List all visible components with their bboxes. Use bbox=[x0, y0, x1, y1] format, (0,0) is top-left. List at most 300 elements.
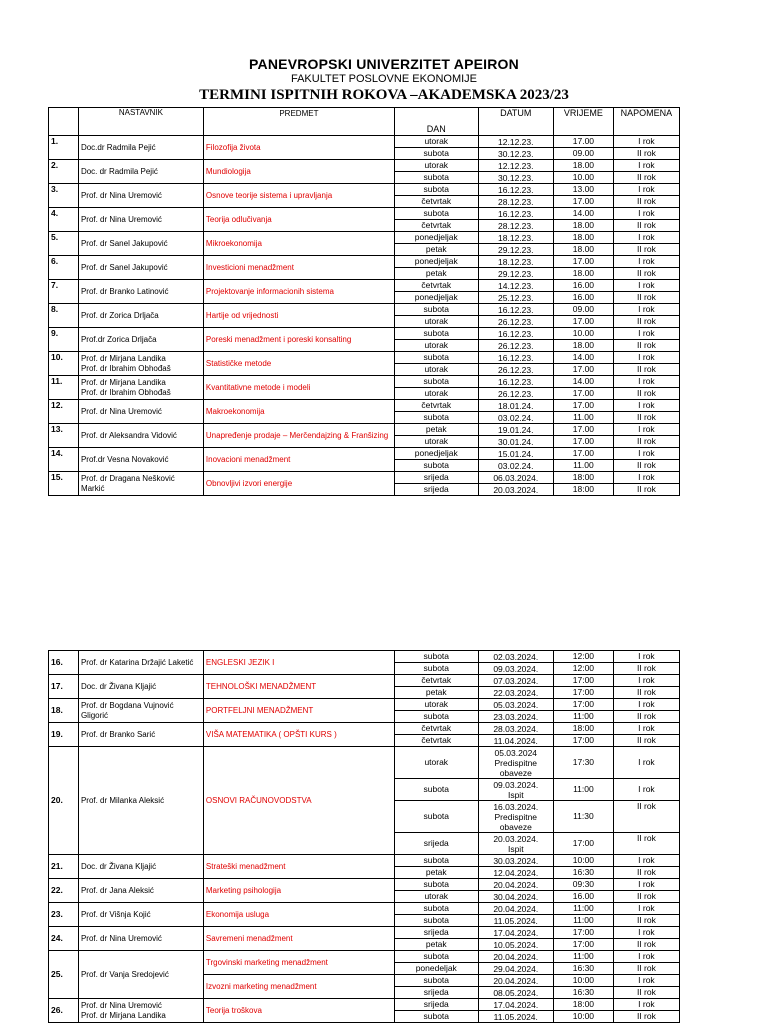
teacher-name: Prof. dr Bogdana Vujnović Gligorić bbox=[78, 699, 203, 723]
exam-note: I rok bbox=[613, 951, 679, 963]
exam-time: 14.00 bbox=[553, 352, 613, 364]
exam-date: 12.12.23. bbox=[478, 160, 553, 172]
exam-note: I rok bbox=[613, 352, 679, 364]
exam-date: 16.12.23. bbox=[478, 304, 553, 316]
teacher-name: Prof. dr Jana Aleksić bbox=[78, 879, 203, 903]
exam-time: 17.00 bbox=[553, 136, 613, 148]
exam-day: četvrtak bbox=[394, 400, 478, 412]
table-row bbox=[49, 855, 680, 867]
exam-note: II rok bbox=[613, 915, 679, 927]
subject-name: OSNOVI RAČUNOVODSTVA bbox=[203, 747, 394, 855]
exam-note: II rok bbox=[613, 340, 679, 352]
exam-time: 11:30 bbox=[553, 801, 613, 833]
exam-time: 11:00 bbox=[553, 779, 613, 801]
exam-note: I rok bbox=[613, 280, 679, 292]
exam-time: 17:00 bbox=[553, 687, 613, 699]
exam-note: II rok bbox=[613, 268, 679, 280]
row-number: 19. bbox=[49, 723, 79, 747]
row-number: 5. bbox=[49, 232, 79, 256]
exam-day: subota bbox=[394, 328, 478, 340]
exam-time: 11.00 bbox=[553, 460, 613, 472]
exam-note: I rok bbox=[613, 879, 679, 891]
exam-note: I rok bbox=[613, 256, 679, 268]
teacher-name: Prof. dr Nina Uremović bbox=[78, 184, 203, 208]
exam-date: 12.04.2024. bbox=[478, 867, 553, 879]
exam-time: 10.00 bbox=[553, 328, 613, 340]
teacher-name: Prof.dr Zorica Drljača bbox=[78, 328, 203, 352]
exam-note: I rok bbox=[613, 160, 679, 172]
exam-time: 14.00 bbox=[553, 376, 613, 388]
exam-time: 17:00 bbox=[553, 833, 613, 855]
exam-time: 18:00 bbox=[553, 484, 613, 496]
teacher-name: Prof. dr Nina Uremović bbox=[78, 927, 203, 951]
exam-time: 17.00 bbox=[553, 388, 613, 400]
header-nastavnik: NASTAVNIK bbox=[78, 108, 203, 136]
exam-date: 16.12.23. bbox=[478, 376, 553, 388]
exam-date: 05.03.2024 Predispitne obaveze bbox=[478, 747, 553, 779]
exam-note: II rok bbox=[613, 833, 679, 855]
teacher-name: Prof. dr Mirjana Landika Prof. dr Ibrahim Obhođaš bbox=[78, 352, 203, 376]
exam-note: II rok bbox=[613, 316, 679, 328]
exam-date: 25.12.23. bbox=[478, 292, 553, 304]
exam-note: II rok bbox=[613, 196, 679, 208]
exam-time: 10:00 bbox=[553, 975, 613, 987]
university-name: PANEVROPSKI UNIVERZITET APEIRON bbox=[249, 56, 519, 72]
exam-day: subota bbox=[394, 460, 478, 472]
table-row bbox=[49, 675, 680, 687]
exam-note: II rok bbox=[613, 801, 679, 833]
exam-day: subota bbox=[394, 801, 478, 833]
row-number: 15. bbox=[49, 472, 79, 496]
exam-time: 18.00 bbox=[553, 340, 613, 352]
teacher-name: Prof. dr Branko Sarić bbox=[78, 723, 203, 747]
exam-day: ponedeljak bbox=[394, 963, 478, 975]
exam-time: 16.00 bbox=[553, 891, 613, 903]
exam-date: 17.04.2024. bbox=[478, 999, 553, 1011]
exam-date: 18.01.24. bbox=[478, 400, 553, 412]
exam-date: 28.12.23. bbox=[478, 196, 553, 208]
exam-date: 16.12.23. bbox=[478, 352, 553, 364]
subject-name: PORTFELJNI MENADŽMENT bbox=[203, 699, 394, 723]
exam-day: subota bbox=[394, 903, 478, 915]
exam-date: 17.04.2024. bbox=[478, 927, 553, 939]
subject-name: Trgovinski marketing menadžment bbox=[203, 951, 394, 975]
exam-time: 18.00 bbox=[553, 220, 613, 232]
exam-day: subota bbox=[394, 915, 478, 927]
exam-date: 26.12.23. bbox=[478, 388, 553, 400]
exam-time: 10:00 bbox=[553, 1011, 613, 1023]
exam-date: 07.03.2024. bbox=[478, 675, 553, 687]
exam-time: 17:00 bbox=[553, 699, 613, 711]
teacher-name: Prof.dr Vesna Novaković bbox=[78, 448, 203, 472]
subject-name: Projektovanje informacionih sistema bbox=[203, 280, 394, 304]
row-number: 21. bbox=[49, 855, 79, 879]
exam-day: subota bbox=[394, 304, 478, 316]
exam-date: 26.12.23. bbox=[478, 316, 553, 328]
row-number: 11. bbox=[49, 376, 79, 400]
exam-note: II rok bbox=[613, 460, 679, 472]
row-number: 18. bbox=[49, 699, 79, 723]
exam-date: 02.03.2024. bbox=[478, 651, 553, 663]
exam-time: 17.00 bbox=[553, 400, 613, 412]
exam-date: 16.12.23. bbox=[478, 328, 553, 340]
exam-time: 18.00 bbox=[553, 268, 613, 280]
row-number: 16. bbox=[49, 651, 79, 675]
subject-name: Ekonomija usluga bbox=[203, 903, 394, 927]
subject-name: Hartije od vrijednosti bbox=[203, 304, 394, 328]
exam-time: 11:00 bbox=[553, 711, 613, 723]
teacher-name: Prof. dr Sanel Jakupović bbox=[78, 256, 203, 280]
exam-note: I rok bbox=[613, 651, 679, 663]
subject-name: Savremeni menadžment bbox=[203, 927, 394, 951]
row-number: 3. bbox=[49, 184, 79, 208]
teacher-name: Prof. dr Višnja Kojić bbox=[78, 903, 203, 927]
exam-time: 18.00 bbox=[553, 160, 613, 172]
table-row bbox=[49, 256, 680, 268]
exam-note: II rok bbox=[613, 412, 679, 424]
exam-time: 16:30 bbox=[553, 987, 613, 999]
subject-name: VIŠA MATEMATIKA ( OPŠTI KURS ) bbox=[203, 723, 394, 747]
exam-note: II rok bbox=[613, 687, 679, 699]
exam-day: petak bbox=[394, 424, 478, 436]
row-number: 20. bbox=[49, 747, 79, 855]
exam-day: utorak bbox=[394, 316, 478, 328]
subject-name: Mundiologija bbox=[203, 160, 394, 184]
teacher-name: Prof. dr Milanka Aleksić bbox=[78, 747, 203, 855]
exam-note: II rok bbox=[613, 292, 679, 304]
table-row bbox=[49, 951, 680, 963]
exam-time: 16.00 bbox=[553, 280, 613, 292]
exam-note: I rok bbox=[613, 747, 679, 779]
subject-name: Unapređenje prodaje – Merčendajzing & Franšizing bbox=[203, 424, 394, 448]
exam-day: srijeda bbox=[394, 927, 478, 939]
exam-time: 17.00 bbox=[553, 196, 613, 208]
exam-day: četvrtak bbox=[394, 675, 478, 687]
exam-date: 30.03.2024. bbox=[478, 855, 553, 867]
exam-time: 11:00 bbox=[553, 951, 613, 963]
exam-time: 17.00 bbox=[553, 256, 613, 268]
exam-note: II rok bbox=[613, 436, 679, 448]
subject-name: ENGLESKI JEZIK I bbox=[203, 651, 394, 675]
exam-day: četvrtak bbox=[394, 220, 478, 232]
subject-name: Investicioni menadžment bbox=[203, 256, 394, 280]
exam-date: 08.05.2024. bbox=[478, 987, 553, 999]
table-row bbox=[49, 328, 680, 340]
row-number: 7. bbox=[49, 280, 79, 304]
exam-time: 17.00 bbox=[553, 316, 613, 328]
exam-time: 18.00 bbox=[553, 244, 613, 256]
table-row bbox=[49, 424, 680, 436]
row-number: 24. bbox=[49, 927, 79, 951]
exam-time: 10:00 bbox=[553, 855, 613, 867]
exam-date: 26.12.23. bbox=[478, 364, 553, 376]
exam-note: I rok bbox=[613, 472, 679, 484]
exam-day: utorak bbox=[394, 160, 478, 172]
table-row bbox=[49, 400, 680, 412]
exam-day: petak bbox=[394, 867, 478, 879]
exam-time: 18:00 bbox=[553, 723, 613, 735]
exam-time: 09.00 bbox=[553, 304, 613, 316]
exam-time: 17.00 bbox=[553, 364, 613, 376]
exam-date: 16.03.2024. Predispitne obaveze bbox=[478, 801, 553, 833]
exam-note: II rok bbox=[613, 867, 679, 879]
subject-name: Teorija troškova bbox=[203, 999, 394, 1023]
faculty-name: FAKULTET POSLOVNE EKONOMIJE bbox=[290, 73, 478, 85]
table-row bbox=[49, 184, 680, 196]
table-row bbox=[49, 160, 680, 172]
exam-date: 15.01.24. bbox=[478, 448, 553, 460]
exam-time: 17:00 bbox=[553, 939, 613, 951]
exam-note: I rok bbox=[613, 999, 679, 1011]
exam-day: srijeda bbox=[394, 833, 478, 855]
exam-date: 30.12.23. bbox=[478, 172, 553, 184]
exam-note: II rok bbox=[613, 963, 679, 975]
exam-day: utorak bbox=[394, 891, 478, 903]
exam-time: 17:30 bbox=[553, 747, 613, 779]
exam-date: 03.02.24. bbox=[478, 412, 553, 424]
exam-note: II rok bbox=[613, 939, 679, 951]
table-row bbox=[49, 927, 680, 939]
table-row bbox=[49, 747, 680, 779]
teacher-name: Prof. dr Zorica Drljača bbox=[78, 304, 203, 328]
exam-date: 20.04.2024. bbox=[478, 879, 553, 891]
subject-name: Teorija odlučivanja bbox=[203, 208, 394, 232]
teacher-name: Prof. dr Nina Uremović bbox=[78, 208, 203, 232]
teacher-name: Prof. dr Aleksandra Vidović bbox=[78, 424, 203, 448]
exam-day: petak bbox=[394, 939, 478, 951]
exam-note: II rok bbox=[613, 172, 679, 184]
exam-date: 30.12.23. bbox=[478, 148, 553, 160]
exam-date: 30.01.24. bbox=[478, 436, 553, 448]
exam-day: srijeda bbox=[394, 472, 478, 484]
exam-note: II rok bbox=[613, 364, 679, 376]
exam-note: I rok bbox=[613, 779, 679, 801]
exam-schedule-table-2 bbox=[48, 650, 680, 1023]
row-number: 12. bbox=[49, 400, 79, 424]
exam-day: ponedjeljak bbox=[394, 448, 478, 460]
exam-note: I rok bbox=[613, 903, 679, 915]
exam-date: 03.02.24. bbox=[478, 460, 553, 472]
exam-note: I rok bbox=[613, 400, 679, 412]
exam-day: subota bbox=[394, 663, 478, 675]
exam-date: 20.03.2024. bbox=[478, 484, 553, 496]
exam-note: II rok bbox=[613, 388, 679, 400]
exam-time: 12:00 bbox=[553, 663, 613, 675]
header-dan: DAN bbox=[394, 108, 478, 136]
exam-note: I rok bbox=[613, 855, 679, 867]
exam-day: subota bbox=[394, 208, 478, 220]
exam-day: utorak bbox=[394, 136, 478, 148]
teacher-name: Prof. dr Mirjana Landika Prof. dr Ibrahim Obhođaš bbox=[78, 376, 203, 400]
exam-day: subota bbox=[394, 172, 478, 184]
exam-time: 18:00 bbox=[553, 999, 613, 1011]
exam-day: subota bbox=[394, 651, 478, 663]
exam-day: subota bbox=[394, 412, 478, 424]
exam-date: 11.05.2024. bbox=[478, 915, 553, 927]
exam-day: subota bbox=[394, 1011, 478, 1023]
exam-day: četvrtak bbox=[394, 723, 478, 735]
exam-note: I rok bbox=[613, 975, 679, 987]
exam-schedule-table-1 bbox=[48, 107, 680, 496]
exam-time: 11:00 bbox=[553, 903, 613, 915]
table-row bbox=[49, 448, 680, 460]
exam-day: utorak bbox=[394, 340, 478, 352]
exam-day: četvrtak bbox=[394, 280, 478, 292]
exam-note: I rok bbox=[613, 376, 679, 388]
exam-date: 20.04.2024. bbox=[478, 951, 553, 963]
exam-time: 09.00 bbox=[553, 148, 613, 160]
exam-date: 11.05.2024. bbox=[478, 1011, 553, 1023]
exam-day: ponedjeljak bbox=[394, 256, 478, 268]
exam-note: I rok bbox=[613, 448, 679, 460]
exam-date: 10.05.2024. bbox=[478, 939, 553, 951]
exam-date: 28.03.2024. bbox=[478, 723, 553, 735]
exam-time: 09:30 bbox=[553, 879, 613, 891]
teacher-name: Doc. dr Živana Kljajić bbox=[78, 855, 203, 879]
exam-day: petak bbox=[394, 244, 478, 256]
row-number: 8. bbox=[49, 304, 79, 328]
exam-note: II rok bbox=[613, 1011, 679, 1023]
exam-day: utorak bbox=[394, 436, 478, 448]
exam-note: II rok bbox=[613, 220, 679, 232]
exam-day: ponedjeljak bbox=[394, 232, 478, 244]
header-number bbox=[49, 108, 79, 136]
subject-name: Makroekonomija bbox=[203, 400, 394, 424]
exam-day: subota bbox=[394, 951, 478, 963]
exam-note: I rok bbox=[613, 723, 679, 735]
subject-name: Marketing psihologija bbox=[203, 879, 394, 903]
table-row bbox=[49, 376, 680, 388]
exam-note: I rok bbox=[613, 699, 679, 711]
subject-name: Inovacioni menadžment bbox=[203, 448, 394, 472]
teacher-name: Prof. dr Branko Latinović bbox=[78, 280, 203, 304]
exam-date: 29.12.23. bbox=[478, 268, 553, 280]
teacher-name: Prof. dr Katarina Držajić Laketić bbox=[78, 651, 203, 675]
exam-date: 09.03.2024. Ispit bbox=[478, 779, 553, 801]
exam-day: subota bbox=[394, 975, 478, 987]
table-row bbox=[49, 472, 680, 484]
subject-name: Filozofija života bbox=[203, 136, 394, 160]
exam-note: II rok bbox=[613, 987, 679, 999]
exam-date: 23.03.2024. bbox=[478, 711, 553, 723]
exam-day: subota bbox=[394, 855, 478, 867]
exam-note: II rok bbox=[613, 484, 679, 496]
exam-day: subota bbox=[394, 879, 478, 891]
exam-day: petak bbox=[394, 687, 478, 699]
table-row bbox=[49, 879, 680, 891]
subject-name: Obnovljivi izvori energije bbox=[203, 472, 394, 496]
header-napomena: NAPOMENA bbox=[613, 108, 679, 136]
table-row bbox=[49, 352, 680, 364]
exam-note: I rok bbox=[613, 232, 679, 244]
exam-time: 16:30 bbox=[553, 963, 613, 975]
teacher-name: Prof. dr Nina Uremović Prof. dr Mirjana Landika bbox=[78, 999, 203, 1023]
exam-date: 16.12.23. bbox=[478, 208, 553, 220]
exam-note: I rok bbox=[613, 208, 679, 220]
table-row bbox=[49, 999, 680, 1011]
exam-time: 16:30 bbox=[553, 867, 613, 879]
exam-day: utorak bbox=[394, 388, 478, 400]
table-row bbox=[49, 280, 680, 292]
exam-note: I rok bbox=[613, 136, 679, 148]
exam-date: 06.03.2024. bbox=[478, 472, 553, 484]
exam-note: II rok bbox=[613, 891, 679, 903]
exam-note: II rok bbox=[613, 148, 679, 160]
exam-day: četvrtak bbox=[394, 196, 478, 208]
exam-note: I rok bbox=[613, 927, 679, 939]
subject-name: Strateški menadžment bbox=[203, 855, 394, 879]
row-number: 14. bbox=[49, 448, 79, 472]
table-row bbox=[49, 304, 680, 316]
exam-note: II rok bbox=[613, 735, 679, 747]
exam-date: 29.04.2024. bbox=[478, 963, 553, 975]
subject-name: TEHNOLOŠKI MENADŽMENT bbox=[203, 675, 394, 699]
exam-date: 28.12.23. bbox=[478, 220, 553, 232]
exam-date: 12.12.23. bbox=[478, 136, 553, 148]
exam-day: subota bbox=[394, 711, 478, 723]
exam-day: utorak bbox=[394, 699, 478, 711]
exam-note: II rok bbox=[613, 711, 679, 723]
exam-day: utorak bbox=[394, 747, 478, 779]
exam-time: 18.00 bbox=[553, 232, 613, 244]
table-row bbox=[49, 699, 680, 711]
exam-day: četvrtak bbox=[394, 735, 478, 747]
exam-date: 20.04.2024. bbox=[478, 903, 553, 915]
exam-day: srijeda bbox=[394, 987, 478, 999]
exam-time: 18:00 bbox=[553, 472, 613, 484]
exam-day: utorak bbox=[394, 364, 478, 376]
teacher-name: Prof. dr Sanel Jakupović bbox=[78, 232, 203, 256]
exam-day: subota bbox=[394, 352, 478, 364]
row-number: 22. bbox=[49, 879, 79, 903]
teacher-name: Prof. dr Nina Uremović bbox=[78, 400, 203, 424]
header-datum: DATUM bbox=[478, 108, 553, 136]
row-number: 13. bbox=[49, 424, 79, 448]
table-row bbox=[49, 232, 680, 244]
exam-day: srijeda bbox=[394, 999, 478, 1011]
exam-day: srijeda bbox=[394, 484, 478, 496]
exam-time: 16.00 bbox=[553, 292, 613, 304]
exam-date: 29.12.23. bbox=[478, 244, 553, 256]
table-row bbox=[49, 208, 680, 220]
subject-name: Mikroekonomija bbox=[203, 232, 394, 256]
exam-date: 09.03.2024. bbox=[478, 663, 553, 675]
exam-day: subota bbox=[394, 148, 478, 160]
exam-day: subota bbox=[394, 184, 478, 196]
exam-date: 18.12.23. bbox=[478, 256, 553, 268]
subject-name: Osnove teorije sistema i upravljanja bbox=[203, 184, 394, 208]
header-vrijeme: VRIJEME bbox=[553, 108, 613, 136]
exam-note: I rok bbox=[613, 184, 679, 196]
document-title: TERMINI ISPITNIH ROKOVA –AKADEMSKA 2023/23 bbox=[199, 87, 569, 103]
row-number: 9. bbox=[49, 328, 79, 352]
subject-name: Izvozni marketing menadžment bbox=[203, 975, 394, 999]
exam-note: II rok bbox=[613, 244, 679, 256]
exam-date: 05.03.2024. bbox=[478, 699, 553, 711]
exam-note: I rok bbox=[613, 304, 679, 316]
row-number: 10. bbox=[49, 352, 79, 376]
exam-time: 10.00 bbox=[553, 172, 613, 184]
table-row bbox=[49, 651, 680, 663]
exam-date: 14.12.23. bbox=[478, 280, 553, 292]
subject-name: Kvantitativne metode i modeli bbox=[203, 376, 394, 400]
row-number: 4. bbox=[49, 208, 79, 232]
header-predmet: PREDMET bbox=[203, 108, 394, 136]
exam-date: 30.04.2024. bbox=[478, 891, 553, 903]
teacher-name: Doc. dr Radmila Pejić bbox=[78, 160, 203, 184]
row-number: 6. bbox=[49, 256, 79, 280]
exam-day: petak bbox=[394, 268, 478, 280]
